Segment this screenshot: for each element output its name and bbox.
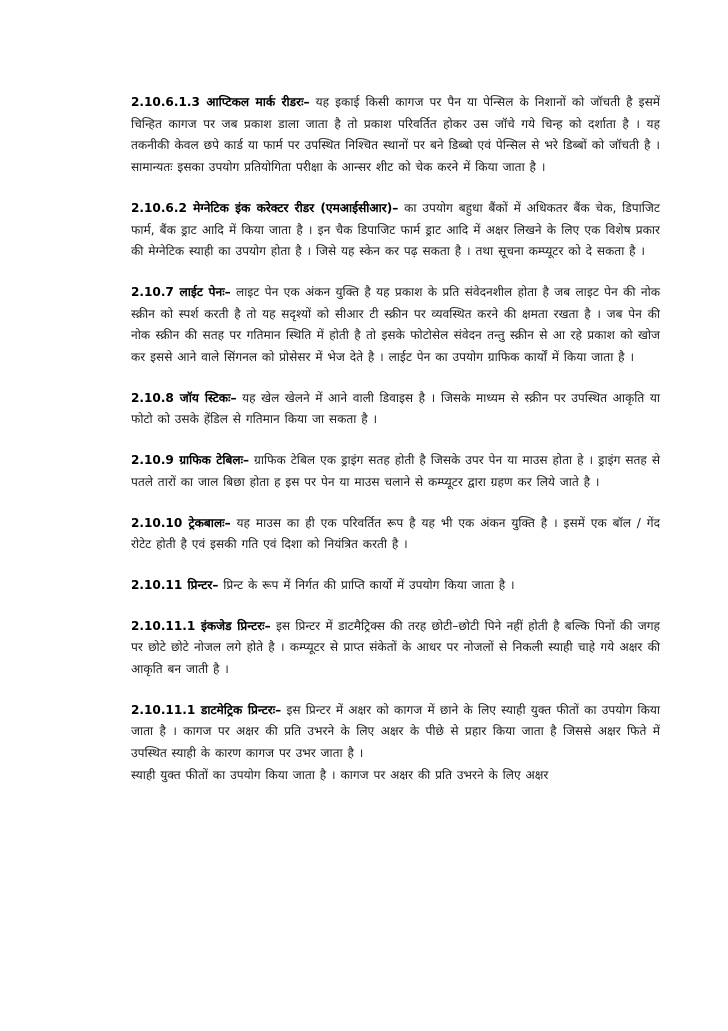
section-heading: 2.10.11.1 डाटमेट्रिक प्रिन्टरः– [131, 702, 282, 717]
section-body: इस प्रिन्टर में डाटमैट्रिक्स की तरह छोटी–छोटी पिने नहीं होती है बल्कि पिनों की जगह पर छोटे छोटे नोजल लगे होते है । कम्प्यूटर से प्राप्त संकेतों के आधर पर नोजलों से निकली स्याही चाहे गये अक्षर की आकृति बन जाती है । [131, 618, 660, 677]
section-heading: 2.10.11 प्रिन्टर– [131, 577, 219, 592]
section-dot-matrix-printer [131, 700, 660, 787]
section-body: लाइट पेन एक अंकन युक्ति है यह प्रकाश के प्रति संवेदनशील होता है जब लाइट पेन की नोक स्क्रीन को स्पर्श करती है तो यह सदृश्यों को सीआर टी स्क्रीन पर व्यवस्थित करने की क्षमता रखता है । जब पेन की नोक स्क्रीन की सतह पर गतिमान स्थिति में होती है तो इसके फोटोसेल संवेदन तन्तु स्क्रीन से आ रहे प्रकाश को खोज कर इससे आने वाले सिंगनल को प्रोसेसर में भेज देते है । लाईट पेन का उपयोग ग्राफिक कार्यों में किया जाता है । [131, 284, 660, 365]
section-heading: 2.10.9 ग्राफिक टेबिलः– [131, 453, 250, 468]
section-optical-mark-reader [131, 92, 660, 179]
section-body: का उपयोग बहुधा बैंकों में अधिकतर बैंक चेक, डिपाजिट फार्म, बैंक ड्राट आदि में किया जाता है । इन चैक डिपाजिट फार्म ड्राट आदि में अक्षर लिखने के लिए एक विशेष प्रकार की मेग्नेटिक स्याही का उपयोग होता है । जिसे यह स्केन कर पढ़ सकता है । तथा सूचना कम्प्यूटर को दे सकता है । [131, 200, 660, 259]
section-micr [131, 198, 660, 263]
section-printer [131, 575, 660, 597]
section-light-pen [131, 282, 660, 369]
section-heading: 2.10.6.1.3 आप्टिकल मार्क रीडरः– [131, 95, 310, 109]
section-body-continuation: स्याही युक्त फीतों का उपयोग किया जाता है । कागज पर अक्षर की प्रति उभरने के लिए अक्षर [131, 767, 549, 782]
section-heading: 2.10.10 ट्रेकबालः– [131, 515, 231, 530]
section-inkjet-printer [131, 616, 660, 681]
section-body: यह माउस का ही एक परिवर्तित रूप है यह भी एक अंकन युक्ति है । इसमें एक बॉल / गेंद रोटेट होती है एवं इसकी गति एवं दिशा को नियंत्रित करती है । [131, 515, 660, 552]
section-heading: 2.10.8 जॉय स्टिकः– [131, 390, 237, 405]
section-body: यह खेल खेलने में आने वाली डिवाइस है । जिसके माध्यम से स्क्रीन पर उपस्थित आकृति या फोटो को उसके हेंडिल से गतिमान किया जा सकता है । [131, 390, 660, 427]
section-joystick [131, 388, 660, 431]
section-trackball [131, 513, 660, 556]
section-heading: 2.10.6.2 मेग्नेटिक इंक करेक्टर रीडर (एमआईसीआर)– [131, 200, 399, 215]
document-page [131, 92, 660, 787]
section-body: यह इकाई किसी कागज पर पैन या पेन्सिल के निशानों को जॉचती है इसमें चिन्हित कागज पर जब प्रकाश डाला जाता है तो प्रकाश परिवर्तित होकर उस जॉचे गये चिन्ह को दर्शाता है । यह तकनीकी केवल छपे कार्ड या फार्म पर उपस्थित निश्चित स्थानों पर बने डिब्बो एवं पेन्सिल से भरे डिब्बों को जॉचती है । सामान्यतः इसका उपयोग प्रतियोगिता परीक्षा के आन्सर शीट को चेक करने में किया जाता है । [131, 95, 660, 175]
section-body: ग्राफिक टेबिल एक ड्राइंग सतह होती है जिसके उपर पेन या माउस होता हे । ड्राइंग सतह से पतले तारों का जाल बिछा होता ह इस पर पेन या माउस चलाने से कम्प्यूटर द्वारा ग्रहण कर लिये जाते है । [131, 453, 660, 489]
section-heading: 2.10.7 लाईट पेनः– [131, 284, 231, 299]
section-heading: 2.10.11.1 इंकजेड प्रिन्टरः– [131, 618, 271, 633]
section-graphic-tablet [131, 450, 660, 493]
section-body: इस प्रिन्टर में अक्षर को कागज में छाने के लिए स्याही युक्त फीतों का उपयोग किया जाता है । कागज पर अक्षर की प्रति उभरने के लिए अक्षर के पीछे से प्रहार किया जाता है जिससे अक्षर फिते में उपस्थित स्याही के कारण कागज पर उभर जाता है । [131, 702, 660, 761]
section-body: प्रिन्ट के रूप में निर्गत की प्राप्ति कार्यो में उपयोग किया जाता है । [218, 577, 515, 592]
